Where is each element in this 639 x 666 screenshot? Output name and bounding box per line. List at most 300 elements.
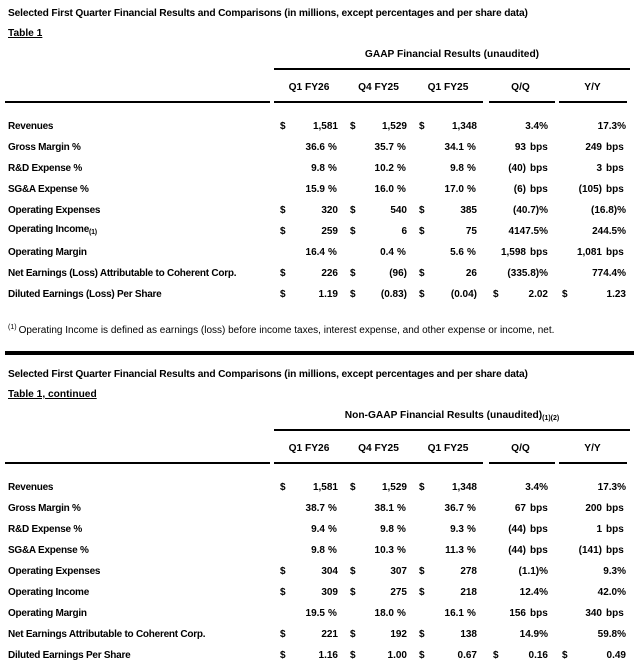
cell-unit: bps — [606, 544, 624, 556]
currency-symbol: $ — [493, 288, 499, 300]
value-cell — [413, 205, 483, 217]
cell-unit: % — [467, 141, 476, 153]
row-label: Diluted Earnings (Loss) Per Share — [8, 288, 162, 300]
value-cell — [558, 566, 639, 578]
currency-symbol: $ — [419, 225, 425, 237]
cell-value: 10.3 — [374, 544, 394, 556]
value-cell — [344, 503, 413, 515]
cell-unit: % — [397, 162, 406, 174]
table-row — [0, 645, 639, 666]
cell-unit: % — [328, 162, 337, 174]
row-label: Operating Expenses — [8, 204, 101, 216]
label-rule — [5, 101, 270, 103]
cell-unit: bps — [606, 502, 624, 514]
currency-symbol: $ — [419, 586, 425, 598]
column-header-qq: Q/Q — [511, 443, 530, 454]
value-cell — [413, 545, 483, 557]
table-row — [0, 116, 639, 137]
cell-value: 1.23 — [606, 288, 626, 300]
cell-value: 200 — [585, 502, 602, 514]
group-header-footnote-refs: (1)(2) — [542, 415, 560, 422]
cell-value: (105) — [578, 183, 602, 195]
cell-value: 5.6 — [450, 246, 464, 258]
currency-symbol: $ — [350, 120, 356, 132]
cell-unit: % — [397, 523, 406, 535]
value-cell — [413, 268, 483, 280]
cell-unit: bps — [606, 141, 624, 153]
cell-value: 275 — [390, 586, 407, 598]
footnote-ref: (1) — [89, 229, 97, 236]
currency-symbol: $ — [350, 225, 356, 237]
currency-symbol: $ — [350, 204, 356, 216]
value-cell — [483, 566, 558, 578]
column-header-q1fy26: Q1 FY26 — [288, 443, 330, 454]
cell-value: 9.4 — [311, 523, 325, 535]
table-row — [0, 603, 639, 624]
currency-symbol: $ — [350, 288, 356, 300]
table-row — [0, 263, 639, 284]
value-cell — [344, 629, 413, 641]
value-cell — [413, 184, 483, 196]
cell-unit: bps — [530, 162, 548, 174]
row-label: R&D Expense % — [8, 162, 82, 174]
footnote-text: Operating Income is defined as earnings (loss) before income taxes, interest expense, and other expense or income, net. — [18, 325, 555, 336]
cell-value: 42.0% — [597, 586, 626, 598]
value-cell — [344, 247, 413, 259]
footnote-marker: (1) — [8, 324, 17, 331]
value-cell — [483, 247, 558, 259]
column-header-q4fy25: Q4 FY25 — [358, 82, 399, 93]
table-row — [0, 561, 639, 582]
value-cell — [274, 289, 344, 301]
cell-value: 1,348 — [451, 120, 477, 132]
value-cell — [558, 205, 639, 217]
cell-value: 1,581 — [312, 120, 338, 132]
currency-symbol: $ — [419, 565, 425, 577]
column-header-q1fy26: Q1 FY26 — [288, 82, 330, 93]
cell-unit: % — [397, 607, 406, 619]
cell-value: 226 — [321, 267, 338, 279]
row-label: SG&A Expense % — [8, 183, 89, 195]
cell-unit: % — [467, 502, 476, 514]
row-label: Net Earnings (Loss) Attributable to Coherent Corp. — [8, 267, 237, 279]
row-label: Operating Income — [8, 586, 90, 598]
cell-value: 19.5 — [305, 607, 325, 619]
cell-unit: bps — [530, 141, 548, 153]
cell-value: 0.4 — [380, 246, 394, 258]
cell-value: 3.4% — [525, 120, 548, 132]
value-cell — [558, 142, 639, 154]
cell-value: 1,581 — [312, 481, 338, 493]
value-cell — [483, 289, 558, 301]
row-label: Revenues — [8, 481, 54, 493]
cell-unit: % — [397, 246, 406, 258]
cell-unit: bps — [606, 607, 624, 619]
cell-value: 38.1 — [374, 502, 394, 514]
cell-value: 1,598 — [500, 246, 526, 258]
yy-rule — [559, 101, 627, 103]
value-cell — [274, 650, 344, 662]
cell-unit: % — [328, 502, 337, 514]
value-cell — [558, 226, 639, 238]
value-cell — [558, 121, 639, 133]
value-cell — [344, 524, 413, 536]
cell-value: 1.19 — [318, 288, 338, 300]
value-cell — [274, 142, 344, 154]
value-cell — [344, 482, 413, 494]
value-cell — [558, 268, 639, 280]
currency-symbol: $ — [419, 288, 425, 300]
currency-symbol: $ — [280, 204, 286, 216]
value-cell — [274, 268, 344, 280]
value-cell — [344, 163, 413, 175]
cell-unit: % — [467, 162, 476, 174]
table-label: Table 1, continued — [8, 389, 97, 400]
group-header-text: GAAP Financial Results (unaudited) — [364, 49, 540, 60]
currency-symbol: $ — [350, 267, 356, 279]
value-cell — [413, 142, 483, 154]
header-rules — [0, 101, 639, 103]
cell-value: 4147.5% — [508, 225, 548, 237]
cell-unit: % — [467, 544, 476, 556]
value-cell — [344, 205, 413, 217]
value-cell — [483, 121, 558, 133]
value-cell — [483, 503, 558, 515]
group-header — [274, 49, 630, 70]
cell-unit: bps — [530, 502, 548, 514]
cell-unit: % — [397, 544, 406, 556]
cell-unit: bps — [530, 246, 548, 258]
column-header-q1fy25: Q1 FY25 — [427, 82, 469, 93]
label-rule — [5, 462, 270, 464]
table-row — [0, 137, 639, 158]
cell-value: 34.1 — [444, 141, 464, 153]
column-header-spacer — [0, 443, 274, 455]
value-cell — [558, 650, 639, 662]
value-cell — [274, 503, 344, 515]
row-label: SG&A Expense % — [8, 544, 89, 556]
footnote — [8, 321, 631, 337]
value-cell — [483, 482, 558, 494]
cell-value: 1.00 — [387, 649, 407, 661]
table-label: Table 1 — [8, 28, 43, 39]
table-row — [0, 179, 639, 200]
value-cell — [344, 268, 413, 280]
cell-value: 6 — [401, 225, 407, 237]
cell-value: 9.3 — [450, 523, 464, 535]
value-cell — [558, 163, 639, 175]
cell-value: 340 — [585, 607, 602, 619]
cell-value: 16.4 — [305, 246, 325, 258]
cell-value: 192 — [390, 628, 407, 640]
value-cell — [483, 524, 558, 536]
cell-unit: % — [328, 246, 337, 258]
cell-value: 9.8 — [380, 523, 394, 535]
cell-value: (0.83) — [380, 288, 407, 300]
row-label: Net Earnings Attributable to Coherent Corp. — [8, 628, 206, 640]
cell-value: 16.1 — [444, 607, 464, 619]
cell-value: 10.2 — [374, 162, 394, 174]
cell-unit: bps — [530, 183, 548, 195]
row-label: Gross Margin % — [8, 141, 81, 153]
cell-value: (335.8)% — [507, 267, 548, 279]
cell-value: 59.8% — [597, 628, 626, 640]
column-header-yy: Y/Y — [584, 443, 601, 454]
cell-value: 15.9 — [305, 183, 325, 195]
value-cell — [274, 587, 344, 599]
cell-unit: % — [328, 607, 337, 619]
cell-value: 218 — [460, 586, 477, 598]
cell-unit: % — [328, 183, 337, 195]
cell-unit: % — [328, 141, 337, 153]
cell-value: 36.7 — [444, 502, 464, 514]
cell-unit: % — [328, 523, 337, 535]
cell-value: 2.02 — [528, 288, 548, 300]
currency-symbol: $ — [280, 481, 286, 493]
cell-value: 249 — [585, 141, 602, 153]
column-header-row — [0, 431, 639, 455]
gaap-results-section — [0, 4, 639, 305]
cell-unit: bps — [606, 246, 624, 258]
value-cell — [558, 289, 639, 301]
value-cell — [413, 503, 483, 515]
currency-symbol: $ — [350, 649, 356, 661]
cell-value: 1 — [596, 523, 602, 535]
value-cell — [413, 247, 483, 259]
table-row — [0, 624, 639, 645]
table-row — [0, 540, 639, 561]
cell-value: 307 — [390, 565, 407, 577]
value-cell — [558, 503, 639, 515]
cell-value: 26 — [465, 267, 477, 279]
value-cell — [483, 650, 558, 662]
value-cell — [483, 268, 558, 280]
currency-symbol: $ — [562, 649, 568, 661]
cell-unit: % — [397, 141, 406, 153]
value-cell — [274, 184, 344, 196]
value-cell — [483, 608, 558, 620]
cell-value: 17.3% — [597, 481, 626, 493]
cell-unit: % — [397, 502, 406, 514]
cell-unit: bps — [530, 523, 548, 535]
cell-unit: bps — [606, 162, 624, 174]
cell-value: 1,348 — [451, 481, 477, 493]
table-row — [0, 158, 639, 179]
value-cell — [558, 482, 639, 494]
value-cell — [413, 289, 483, 301]
table-body — [0, 464, 639, 666]
cell-value: (16.8)% — [590, 204, 626, 216]
cell-value: (40) — [508, 162, 526, 174]
cell-value: 11.3 — [445, 544, 464, 556]
cell-value: 9.8 — [311, 162, 325, 174]
value-cell — [274, 608, 344, 620]
header-rules — [0, 462, 639, 464]
cell-value: 35.7 — [374, 141, 394, 153]
cell-value: 93 — [514, 141, 526, 153]
cell-value: 9.8 — [450, 162, 464, 174]
cell-unit: % — [467, 523, 476, 535]
cell-value: 1.16 — [318, 649, 338, 661]
table-row — [0, 582, 639, 603]
value-cell — [558, 247, 639, 259]
cell-value: 75 — [465, 225, 477, 237]
value-cell — [413, 524, 483, 536]
cell-value: 1,529 — [381, 481, 407, 493]
value-cell — [274, 226, 344, 238]
value-cell — [558, 524, 639, 536]
value-cell — [413, 587, 483, 599]
currency-symbol: $ — [493, 649, 499, 661]
group-header — [274, 410, 630, 431]
cell-value: 38.7 — [305, 502, 325, 514]
table-row — [0, 498, 639, 519]
value-cell — [558, 184, 639, 196]
cell-value: 385 — [460, 204, 477, 216]
row-label: Operating Margin — [8, 607, 87, 619]
value-cell — [344, 566, 413, 578]
cell-value: 540 — [390, 204, 407, 216]
quarters-rule — [274, 462, 483, 464]
cell-value: 36.6 — [305, 141, 325, 153]
currency-symbol: $ — [280, 565, 286, 577]
value-cell — [344, 184, 413, 196]
table-row — [0, 477, 639, 498]
value-cell — [344, 608, 413, 620]
currency-symbol: $ — [419, 481, 425, 493]
column-header-qq: Q/Q — [511, 82, 530, 93]
value-cell — [558, 587, 639, 599]
value-cell — [413, 482, 483, 494]
value-cell — [274, 545, 344, 557]
cell-value: 1,529 — [381, 120, 407, 132]
cell-value: (40.7)% — [512, 204, 548, 216]
value-cell — [413, 163, 483, 175]
value-cell — [413, 566, 483, 578]
currency-symbol: $ — [562, 288, 568, 300]
value-cell — [274, 205, 344, 217]
cell-value: 17.3% — [597, 120, 626, 132]
value-cell — [483, 163, 558, 175]
cell-unit: % — [467, 246, 476, 258]
table-row — [0, 519, 639, 540]
currency-symbol: $ — [419, 120, 425, 132]
cell-value: 67 — [514, 502, 526, 514]
value-cell — [344, 121, 413, 133]
cell-value: 774.4% — [592, 267, 626, 279]
value-cell — [274, 566, 344, 578]
table-body — [0, 103, 639, 305]
column-header-spacer — [0, 82, 274, 94]
cell-value: 9.3% — [603, 565, 626, 577]
value-cell — [274, 524, 344, 536]
section-title: Selected First Quarter Financial Results and Comparisons (in millions, except percentages and per share data) — [8, 369, 528, 380]
cell-value: (0.04) — [450, 288, 477, 300]
currency-symbol: $ — [419, 649, 425, 661]
non-gaap-results-section — [0, 355, 639, 666]
cell-unit: bps — [606, 183, 624, 195]
row-label: Gross Margin % — [8, 502, 81, 514]
cell-value: 17.0 — [444, 183, 464, 195]
value-cell — [344, 289, 413, 301]
currency-symbol: $ — [350, 628, 356, 640]
table-row — [0, 221, 639, 242]
cell-unit: % — [467, 183, 476, 195]
cell-value: 3.4% — [525, 481, 548, 493]
row-label: Revenues — [8, 120, 54, 132]
cell-value: 12.4% — [519, 586, 548, 598]
currency-symbol: $ — [419, 628, 425, 640]
value-cell — [274, 163, 344, 175]
cell-value: 304 — [321, 565, 338, 577]
value-cell — [483, 545, 558, 557]
value-cell — [558, 545, 639, 557]
currency-symbol: $ — [350, 481, 356, 493]
currency-symbol: $ — [419, 204, 425, 216]
cell-value: 259 — [321, 225, 338, 237]
cell-value: 244.5% — [592, 225, 626, 237]
table-row — [0, 200, 639, 221]
value-cell — [344, 226, 413, 238]
value-cell — [274, 629, 344, 641]
currency-symbol: $ — [280, 586, 286, 598]
currency-symbol: $ — [280, 288, 286, 300]
cell-value: (141) — [578, 544, 602, 556]
qq-rule — [489, 462, 555, 464]
cell-value: 18.0 — [374, 607, 394, 619]
cell-value: 221 — [321, 628, 338, 640]
value-cell — [413, 226, 483, 238]
currency-symbol: $ — [280, 628, 286, 640]
column-header-row — [0, 70, 639, 94]
row-label: Operating Expenses — [8, 565, 101, 577]
section-title: Selected First Quarter Financial Results and Comparisons (in millions, except percentages and per share data) — [8, 8, 528, 19]
cell-value: 16.0 — [374, 183, 394, 195]
value-cell — [274, 247, 344, 259]
row-label: Operating Margin — [8, 246, 87, 258]
cell-value: 320 — [321, 204, 338, 216]
value-cell — [413, 650, 483, 662]
cell-value: 278 — [460, 565, 477, 577]
qq-rule — [489, 101, 555, 103]
cell-value: 3 — [596, 162, 602, 174]
cell-unit: bps — [530, 544, 548, 556]
value-cell — [483, 184, 558, 196]
cell-value: (1.1)% — [518, 565, 548, 577]
cell-unit: bps — [606, 523, 624, 535]
value-cell — [274, 121, 344, 133]
cell-value: 0.49 — [606, 649, 626, 661]
cell-unit: % — [397, 183, 406, 195]
yy-rule — [559, 462, 627, 464]
value-cell — [344, 650, 413, 662]
currency-symbol: $ — [280, 225, 286, 237]
value-cell — [413, 608, 483, 620]
value-cell — [274, 482, 344, 494]
currency-symbol: $ — [419, 267, 425, 279]
cell-value: (44) — [508, 523, 526, 535]
value-cell — [344, 545, 413, 557]
value-cell — [413, 121, 483, 133]
row-label: Operating Income$_{(1)}$ — [8, 224, 97, 236]
value-cell — [344, 142, 413, 154]
table-row — [0, 284, 639, 305]
cell-value: 138 — [460, 628, 477, 640]
value-cell — [483, 205, 558, 217]
cell-unit: % — [328, 544, 337, 556]
column-header-q1fy25: Q1 FY25 — [427, 443, 469, 454]
cell-value: 0.67 — [457, 649, 477, 661]
